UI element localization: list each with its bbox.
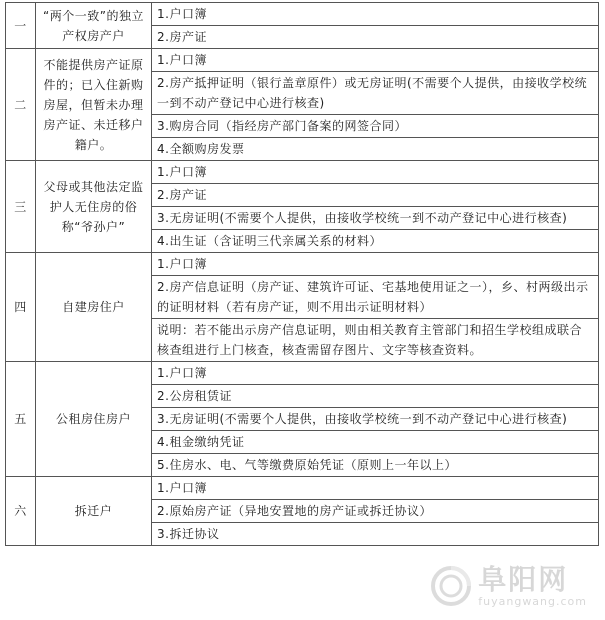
required-document: 1.户口簿 (152, 362, 599, 385)
watermark (430, 564, 587, 608)
household-category: 不能提供房产证原件的；已入住新购房屋，但暂未办理房产证、未迁移户籍户。 (36, 49, 152, 161)
requirements-table (5, 2, 599, 546)
required-document: 2.公房租赁证 (152, 385, 599, 408)
required-document: 5.住房水、电、气等缴费原始凭证（原则上一年以上） (152, 454, 599, 477)
required-document: 4.租金缴纳凭证 (152, 431, 599, 454)
table-row (6, 161, 599, 184)
required-document: 3.拆迁协议 (152, 523, 599, 546)
required-document: 1.户口簿 (152, 253, 599, 276)
watermark-title: 阜阳网 (478, 563, 569, 596)
table-row (6, 49, 599, 72)
household-category: 自建房住户 (36, 253, 152, 362)
row-number: 三 (6, 161, 36, 253)
household-category: “两个一致”的独立产权房产户 (36, 3, 152, 49)
required-document: 4.出生证（含证明三代亲属关系的材料） (152, 230, 599, 253)
household-category: 公租房住房户 (36, 362, 152, 477)
required-document: 2.房产抵押证明（银行盖章原件）或无房证明(不需要个人提供，由接收学校统一到不动产登记中心进行核查) (152, 72, 599, 115)
row-number: 四 (6, 253, 36, 362)
required-document: 1.户口簿 (152, 477, 599, 500)
row-number: 二 (6, 49, 36, 161)
table-row (6, 362, 599, 385)
required-document: 1.户口簿 (152, 161, 599, 184)
required-document: 说明：若不能出示房产信息证明，则由相关教育主管部门和招生学校组成联合核查组进行上门核查，核查需留存图片、文字等核查资料。 (152, 319, 599, 362)
required-document: 2.房产证 (152, 26, 599, 49)
table-row (6, 253, 599, 276)
required-document: 2.房产信息证明（房产证、建筑许可证、宅基地使用证之一），乡、村两级出示的证明材料（若有房产证，则不用出示证明材料） (152, 276, 599, 319)
table-row (6, 477, 599, 500)
row-number: 一 (6, 3, 36, 49)
watermark-url: fuyangwang.com (478, 595, 587, 608)
row-number: 六 (6, 477, 36, 546)
row-number: 五 (6, 362, 36, 477)
required-document: 2.原始房产证（异地安置地的房产证或拆迁协议） (152, 500, 599, 523)
required-document: 1.户口簿 (152, 49, 599, 72)
required-document: 3.购房合同（指经房产部门备案的网签合同） (152, 115, 599, 138)
household-category: 父母或其他法定监护人无住房的俗称“爷孙户” (36, 161, 152, 253)
required-document: 3.无房证明(不需要个人提供，由接收学校统一到不动产登记中心进行核查) (152, 408, 599, 431)
requirements-table-body (6, 3, 599, 546)
required-document: 4.全额购房发票 (152, 138, 599, 161)
required-document: 2.房产证 (152, 184, 599, 207)
household-category: 拆迁户 (36, 477, 152, 546)
required-document: 3.无房证明(不需要个人提供，由接收学校统一到不动产登记中心进行核查) (152, 207, 599, 230)
fuyang-logo-icon (430, 565, 472, 607)
required-document: 1.户口簿 (152, 3, 599, 26)
table-row (6, 3, 599, 26)
